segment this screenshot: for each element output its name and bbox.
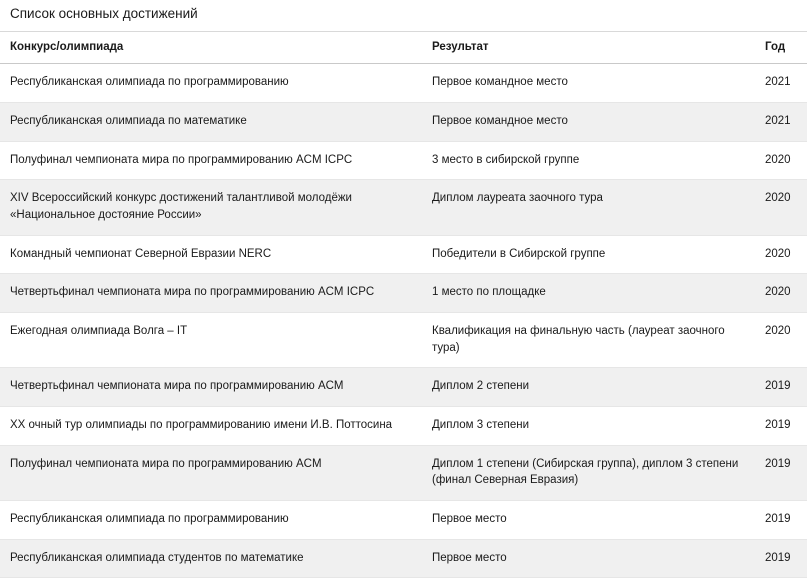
table-row: [0, 274, 807, 313]
cell-name: Командный чемпионат Северной Евразии NERC: [0, 235, 422, 274]
cell-year: 2020: [755, 180, 807, 235]
table-row: [0, 406, 807, 445]
cell-result: Диплом 2 степени: [422, 368, 755, 407]
cell-result: Квалификация на финальную часть (лауреат заочного тура): [422, 312, 755, 367]
cell-year: 2019: [755, 445, 807, 500]
column-header-name: Конкурс/олимпиада: [0, 32, 422, 64]
cell-name: XIV Всероссийский конкурс достижений талантливой молодёжи «Национальное достояние России»: [0, 180, 422, 235]
table-header: [0, 32, 807, 64]
cell-result: Диплом 3 степени: [422, 406, 755, 445]
cell-year: 2019: [755, 500, 807, 539]
cell-name: Ежегодная олимпиада Волга – IT: [0, 312, 422, 367]
page-title: Список основных достижений: [10, 6, 198, 21]
table-row: [0, 445, 807, 500]
cell-year: 2019: [755, 539, 807, 578]
cell-name: Четвертьфинал чемпионата мира по программированию ACM ICPC: [0, 274, 422, 313]
cell-year: 2020: [755, 312, 807, 367]
table-body: [0, 64, 807, 578]
cell-result: Первое командное место: [422, 64, 755, 103]
table-row: [0, 64, 807, 103]
cell-name: Республиканская олимпиада по математике: [0, 102, 422, 141]
cell-name: Полуфинал чемпионата мира по программированию ACM: [0, 445, 422, 500]
cell-name: XX очный тур олимпиады по программированию имени И.В. Поттосина: [0, 406, 422, 445]
cell-year: 2020: [755, 274, 807, 313]
cell-year: 2020: [755, 235, 807, 274]
column-header-year: Год: [755, 32, 807, 64]
cell-result: Первое место: [422, 539, 755, 578]
cell-name: Полуфинал чемпионата мира по программированию ACM ICPC: [0, 141, 422, 180]
table-row: [0, 368, 807, 407]
cell-result: Первое командное место: [422, 102, 755, 141]
table-row: [0, 539, 807, 578]
cell-result: Победители в Сибирской группе: [422, 235, 755, 274]
cell-name: Республиканская олимпиада по программированию: [0, 64, 422, 103]
column-header-result: Результат: [422, 32, 755, 64]
cell-result: 1 место по площадке: [422, 274, 755, 313]
cell-result: Первое место: [422, 500, 755, 539]
cell-year: 2021: [755, 102, 807, 141]
cell-year: 2019: [755, 368, 807, 407]
achievements-table: [0, 31, 807, 578]
table-row: [0, 235, 807, 274]
cell-year: 2020: [755, 141, 807, 180]
cell-name: Республиканская олимпиада студентов по математике: [0, 539, 422, 578]
table-row: [0, 141, 807, 180]
table-row: [0, 500, 807, 539]
cell-result: Диплом лауреата заочного тура: [422, 180, 755, 235]
table-row: [0, 102, 807, 141]
cell-year: 2019: [755, 406, 807, 445]
table-row: [0, 180, 807, 235]
cell-name: Республиканская олимпиада по программированию: [0, 500, 422, 539]
cell-year: 2021: [755, 64, 807, 103]
cell-result: Диплом 1 степени (Сибирская группа), диплом 3 степени (финал Северная Евразия): [422, 445, 755, 500]
table-row: [0, 312, 807, 367]
cell-result: 3 место в сибирской группе: [422, 141, 755, 180]
cell-name: Четвертьфинал чемпионата мира по программированию ACM: [0, 368, 422, 407]
table-header-row: [0, 32, 807, 64]
